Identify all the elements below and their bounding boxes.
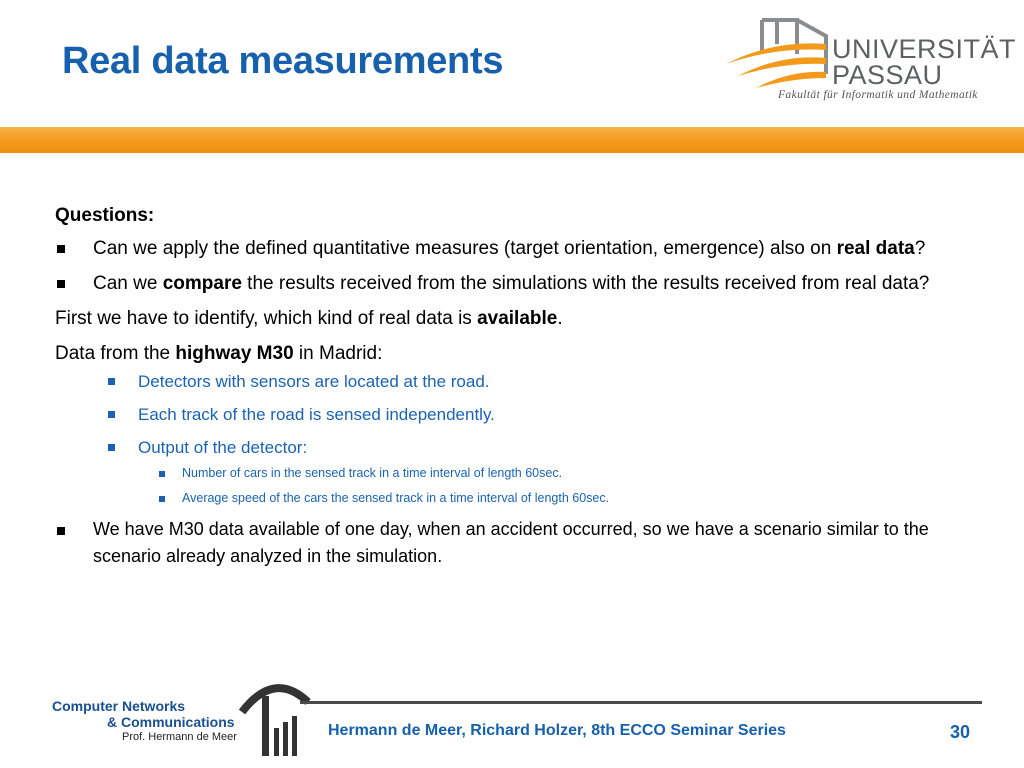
- bullet-bold-text: real data: [836, 238, 915, 259]
- bullet-square-icon: [57, 280, 65, 288]
- paragraph-text: First we have to identify, which kind of real data is: [55, 308, 478, 329]
- bullet-question-compare: [55, 269, 995, 298]
- sub-bullet-text: Each track of the road is sensed independently.: [138, 405, 495, 424]
- paragraph-text-end: in Madrid:: [293, 343, 383, 364]
- paragraph-text: Data from the: [55, 343, 176, 364]
- subsub-bullet-text: Number of cars in the sensed track in a time interval of length 60sec.: [182, 466, 563, 480]
- bullet-text: We have M30 data available of one day, when an accident occurred, so we have a scenario similar to the scenario already analyzed in the simulation.: [93, 519, 929, 566]
- footer-authors: Hermann de Meer, Richard Holzer, 8th ECCO Seminar Series: [328, 722, 786, 739]
- page-number: 30: [950, 722, 971, 742]
- bullet-question-real-data: [55, 234, 995, 263]
- bullet-text: Can we: [93, 273, 163, 294]
- footer-divider: [300, 701, 982, 704]
- sub-bullet-track: [55, 403, 995, 427]
- cnc-line3: Prof. Hermann de Meer: [122, 731, 237, 743]
- cnc-logo: [52, 698, 242, 744]
- sub-bullet-text: Output of the detector:: [138, 438, 308, 457]
- cnc-line2: & Communications: [107, 714, 235, 730]
- subsub-bullet-number-of-cars: [55, 464, 995, 483]
- slide-title: Real data measurements: [62, 40, 504, 82]
- bullet-square-icon: [159, 496, 165, 502]
- faculty-name: Fakultät für Informatik und Mathematik: [778, 89, 978, 101]
- header-orange-bar: [0, 127, 1024, 153]
- bullet-bold-text: compare: [162, 273, 242, 294]
- bullet-text-end: the results received from the simulations with the results received from real data?: [241, 273, 930, 294]
- cnc-bars-icon: [234, 676, 314, 758]
- bullet-square-icon: [159, 471, 165, 477]
- bullet-text-end: ?: [914, 238, 926, 259]
- bullet-square-icon: [57, 245, 65, 253]
- sub-bullet-detectors: [55, 370, 995, 394]
- paragraph-bold-text: highway M30: [175, 343, 294, 364]
- bullet-square-icon: [57, 527, 65, 535]
- paragraph-text-end: .: [557, 308, 563, 329]
- paragraph-bold-text: available: [477, 308, 558, 329]
- bullet-square-icon: [108, 378, 115, 385]
- university-name-line2: PASSAU: [832, 60, 943, 90]
- subsub-bullet-text: Average speed of the cars the sensed track in a time interval of length 60sec.: [182, 491, 610, 505]
- university-name-line1: UNIVERSITÄT: [832, 34, 1017, 64]
- identify-paragraph: [55, 304, 995, 333]
- bullet-square-icon: [108, 411, 115, 418]
- questions-heading: Questions:: [55, 205, 155, 226]
- bullet-square-icon: [108, 444, 115, 451]
- cnc-line1: Computer Networks: [52, 698, 186, 714]
- sub-bullet-output: [55, 436, 995, 460]
- bullet-text: Can we apply the defined quantitative measures (target orientation, emergence) also on: [93, 238, 837, 259]
- m30-paragraph: [55, 339, 995, 368]
- slide-content: [55, 201, 995, 576]
- sub-bullet-text: Detectors with sensors are located at the road.: [138, 372, 490, 391]
- subsub-bullet-average-speed: [55, 489, 995, 508]
- bullet-m30-data: [55, 516, 995, 570]
- university-logo: [722, 14, 1017, 106]
